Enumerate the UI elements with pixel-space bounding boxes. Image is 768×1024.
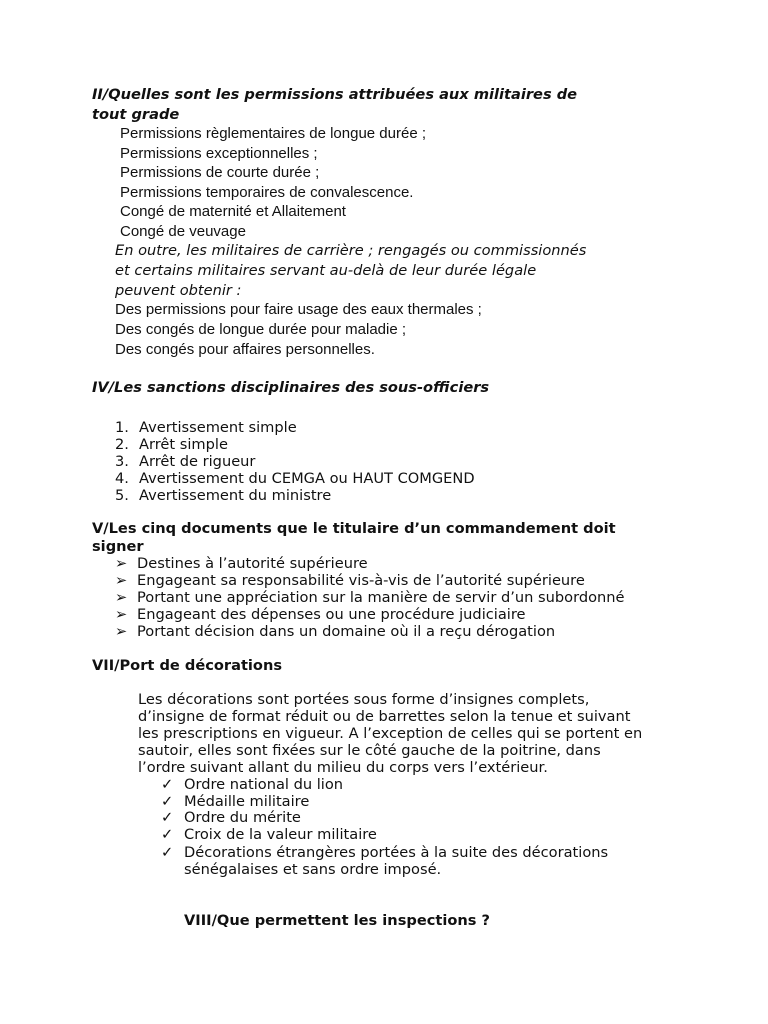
section-2-note-line-1: En outre, les militaires de carrière ; rengagés ou commissionnés [115, 242, 587, 259]
section-2-title-line-2: tout grade [92, 106, 180, 123]
list-number: 4. [115, 470, 129, 487]
document-text: Engageant des dépenses ou une procédure judiciaire [137, 606, 526, 623]
sanction-list-item [115, 486, 331, 505]
permission-item: Permissions temporaires de convalescence. [120, 184, 414, 201]
arrow-bullet-icon: ➢ [115, 606, 128, 623]
section-7-paragraph-line: sautoir, elles sont fixées sur le côté gauche de la poitrine, dans [138, 742, 601, 759]
arrow-bullet-icon: ➢ [115, 623, 128, 640]
section-2-note-line-2: et certains militaires servant au-delà de leur durée légale [115, 262, 537, 279]
sanction-text: Avertissement simple [139, 419, 297, 436]
section-7-title: VII/Port de décorations [92, 657, 283, 674]
permission-item: Permissions exceptionnelles ; [120, 145, 318, 162]
section-2-title-line-1: II/Quelles sont les permissions attribuées aux militaires de [92, 86, 578, 103]
extra-permission-item: Des congés de longue durée pour maladie ; [115, 321, 407, 338]
list-number: 2. [115, 436, 129, 453]
decoration-text: Ordre national du lion [184, 776, 344, 793]
decoration-text: Décorations étrangères portées à la suite des décorations [184, 844, 609, 861]
sanction-text: Arrêt simple [139, 436, 228, 453]
section-5-title-line-1: V/Les cinq documents que le titulaire d’un commandement doit [92, 520, 616, 537]
arrow-bullet-icon: ➢ [115, 589, 128, 606]
extra-permission-item: Des congés pour affaires personnelles. [115, 341, 375, 358]
section-7-paragraph-line: d’insigne de format réduit ou de barrettes selon la tenue et suivant [138, 708, 631, 725]
decoration-list-item [161, 825, 377, 844]
sanction-text: Avertissement du CEMGA ou HAUT COMGEND [139, 470, 475, 487]
permission-item: Congé de maternité et Allaitement [120, 203, 346, 220]
arrow-bullet-icon: ➢ [115, 572, 128, 589]
decoration-text-continuation: sénégalaises et sans ordre imposé. [184, 861, 442, 878]
checkmark-icon: ✓ [161, 826, 174, 843]
sanction-text: Avertissement du ministre [139, 487, 332, 504]
document-text: Destines à l’autorité supérieure [137, 555, 368, 572]
document-text: Portant une appréciation sur la manière de servir d’un subordonné [137, 589, 625, 606]
permission-item: Permissions règlementaires de longue durée ; [120, 125, 426, 142]
checkmark-icon: ✓ [161, 793, 174, 810]
decoration-text: Médaille militaire [184, 793, 310, 810]
checkmark-icon: ✓ [161, 776, 174, 793]
list-number: 1. [115, 419, 129, 436]
extra-permission-item: Des permissions pour faire usage des eaux thermales ; [115, 301, 482, 318]
arrow-bullet-icon: ➢ [115, 555, 128, 572]
permission-item: Congé de veuvage [120, 223, 246, 240]
section-5-title-line-2: signer [92, 538, 144, 555]
decoration-text: Ordre du mérite [184, 809, 301, 826]
section-7-paragraph-line: l’ordre suivant allant du milieu du corps vers l’extérieur. [138, 759, 548, 776]
list-number: 5. [115, 487, 129, 504]
checkmark-icon: ✓ [161, 844, 174, 861]
section-7-paragraph-line: les prescriptions en vigueur. A l’exception de celles qui se portent en [138, 725, 643, 742]
decoration-text: Croix de la valeur militaire [184, 826, 377, 843]
checkmark-icon: ✓ [161, 809, 174, 826]
sanction-text: Arrêt de rigueur [139, 453, 256, 470]
permission-item: Permissions de courte durée ; [120, 164, 320, 181]
section-7-paragraph-line: Les décorations sont portées sous forme d’insignes complets, [138, 691, 590, 708]
document-text: Portant décision dans un domaine où il a reçu dérogation [137, 623, 556, 640]
section-8-title: VIII/Que permettent les inspections ? [184, 912, 490, 929]
document-text: Engageant sa responsabilité vis-à-vis de l’autorité supérieure [137, 572, 585, 589]
section-4-title: IV/Les sanctions disciplinaires des sous-officiers [92, 379, 490, 396]
section-2-note-line-3: peuvent obtenir : [115, 282, 242, 299]
document-list-item [115, 622, 555, 641]
list-number: 3. [115, 453, 129, 470]
